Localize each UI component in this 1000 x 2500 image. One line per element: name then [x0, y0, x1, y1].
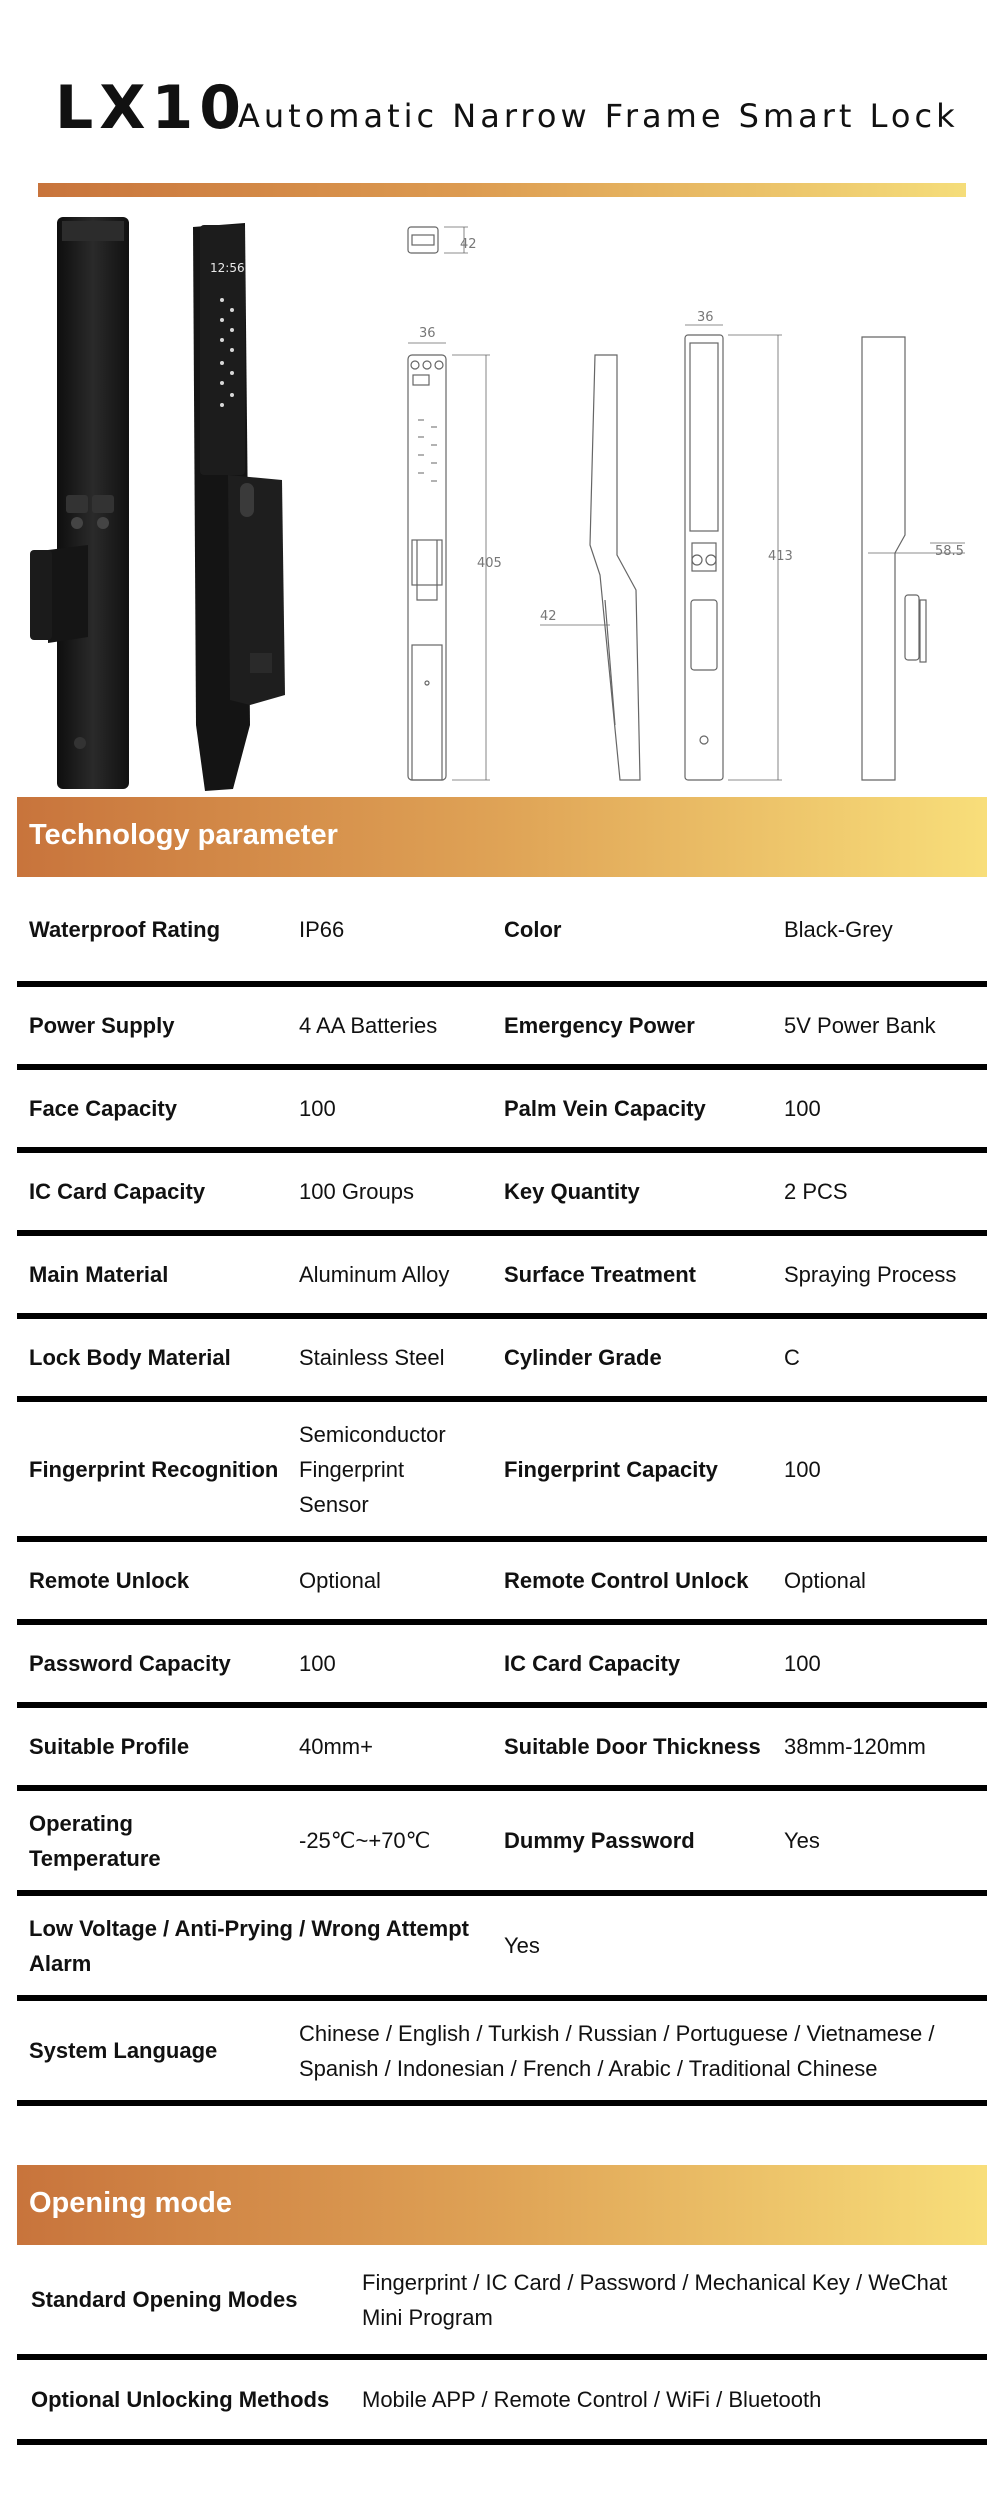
dim-side-offset: 42 [540, 609, 557, 624]
param-label: Cylinder Grade [504, 1345, 662, 1370]
table-row [17, 1319, 987, 1402]
header-gradient-bar [38, 183, 966, 197]
product-drawing [0, 205, 1000, 795]
param-label: Low Voltage / Anti-Prying / Wrong Attempt Alarm [29, 1915, 469, 1976]
param-label: Fingerprint Recognition [29, 1456, 279, 1482]
param-value: Aluminum Alloy [299, 1262, 450, 1287]
param-value: Yes [784, 1828, 820, 1853]
opening-label: Standard Opening Modes [31, 2287, 298, 2312]
param-label: Remote Control Unlock [504, 1568, 749, 1593]
table-row [17, 1070, 987, 1153]
param-value: Yes [504, 1933, 540, 1958]
param-label: Operating Temperature [29, 1810, 161, 1871]
opening-label: Optional Unlocking Methods [31, 2387, 330, 2412]
param-value: C [784, 1345, 800, 1370]
table-row [17, 1402, 987, 1542]
param-value: Optional [299, 1568, 381, 1593]
dim-front-width: 36 [419, 326, 436, 341]
tech-parameter-banner [17, 797, 987, 877]
lock-rear-photo [30, 217, 129, 789]
table-row [17, 877, 987, 987]
param-value: 100 [784, 1651, 821, 1676]
param-label: System Language [29, 2038, 218, 2063]
param-value: Chinese / English / Turkish / Russian / Portuguese / Vietnamese / Spanish / Indonesian / French / Arabic / Traditional Chinese [299, 2020, 935, 2081]
param-value: Semiconductor Fingerprint Sensor [299, 1421, 446, 1517]
param-label: Color [504, 916, 562, 942]
product-subtitle: Automatic Narrow Frame Smart Lock [238, 97, 959, 135]
param-label: Waterproof Rating [29, 916, 221, 942]
table-row [17, 2360, 987, 2445]
param-label: IC Card Capacity [504, 1651, 681, 1676]
table-row [17, 1542, 987, 1625]
product-image-area [0, 205, 1000, 795]
param-label: Power Supply [29, 1013, 175, 1038]
dim-back-height: 413 [768, 549, 793, 564]
param-value: IP66 [299, 916, 345, 942]
param-value: 100 Groups [299, 1179, 414, 1204]
param-label: Main Material [29, 1262, 169, 1287]
side-drawing [540, 355, 640, 780]
lock-display-time: 12:56 [210, 261, 245, 275]
param-label: Surface Treatment [504, 1262, 696, 1287]
param-label: Password Capacity [29, 1651, 231, 1676]
handle-top-drawing [408, 227, 468, 253]
tech-parameter-table [17, 877, 987, 2106]
dim-back-width: 36 [697, 310, 714, 325]
param-label: Dummy Password [504, 1828, 695, 1853]
param-value: Black-Grey [784, 916, 893, 942]
param-value: 100 [299, 1651, 336, 1676]
param-label: Palm Vein Capacity [504, 1096, 706, 1121]
table-row [17, 1236, 987, 1319]
table-row [17, 987, 987, 1070]
tech-parameter-title: Technology parameter [29, 819, 338, 851]
table-row [17, 1625, 987, 1708]
opening-mode-banner [17, 2165, 987, 2245]
param-label: Suitable Door Thickness [504, 1734, 761, 1759]
param-value: 38mm-120mm [784, 1734, 926, 1759]
dim-front-height: 405 [477, 556, 502, 571]
param-value: Stainless Steel [299, 1345, 445, 1370]
param-label: Remote Unlock [29, 1568, 190, 1593]
param-value: Optional [784, 1568, 866, 1593]
table-row [17, 1708, 987, 1791]
opening-value: Mobile APP / Remote Control / WiFi / Bluetooth [362, 2387, 822, 2412]
table-row [17, 2001, 987, 2106]
param-label: IC Card Capacity [29, 1179, 206, 1204]
opening-value: Fingerprint / IC Card / Password / Mechanical Key / WeChat Mini Program [362, 2269, 948, 2330]
table-row [17, 1791, 987, 1896]
param-label: Key Quantity [504, 1179, 640, 1204]
table-row [17, 2245, 987, 2360]
param-value: 100 [784, 1096, 821, 1121]
param-value: Spraying Process [784, 1262, 957, 1287]
param-value: 2 PCS [784, 1179, 848, 1204]
param-value: 100 [784, 1456, 821, 1482]
param-label: Emergency Power [504, 1013, 695, 1038]
opening-mode-table [17, 2245, 987, 2445]
opening-mode-title: Opening mode [29, 2187, 232, 2219]
param-value: -25℃~+70℃ [299, 1828, 431, 1853]
param-label: Fingerprint Capacity [504, 1456, 718, 1482]
dim-handle-projection: 58.5 [935, 544, 964, 559]
param-label: Suitable Profile [29, 1734, 190, 1759]
model-name: LX10 [55, 73, 247, 143]
param-value: 5V Power Bank [784, 1013, 936, 1038]
param-value: 4 AA Batteries [299, 1013, 438, 1038]
lock-front-photo [193, 223, 285, 791]
param-value: 100 [299, 1096, 336, 1121]
page-header [0, 0, 1000, 200]
table-row [17, 1153, 987, 1236]
dim-handle-depth: 42 [460, 237, 477, 252]
param-label: Face Capacity [29, 1096, 177, 1121]
param-value: 40mm+ [299, 1734, 373, 1759]
param-label: Lock Body Material [29, 1345, 231, 1370]
table-row [17, 1896, 987, 2001]
